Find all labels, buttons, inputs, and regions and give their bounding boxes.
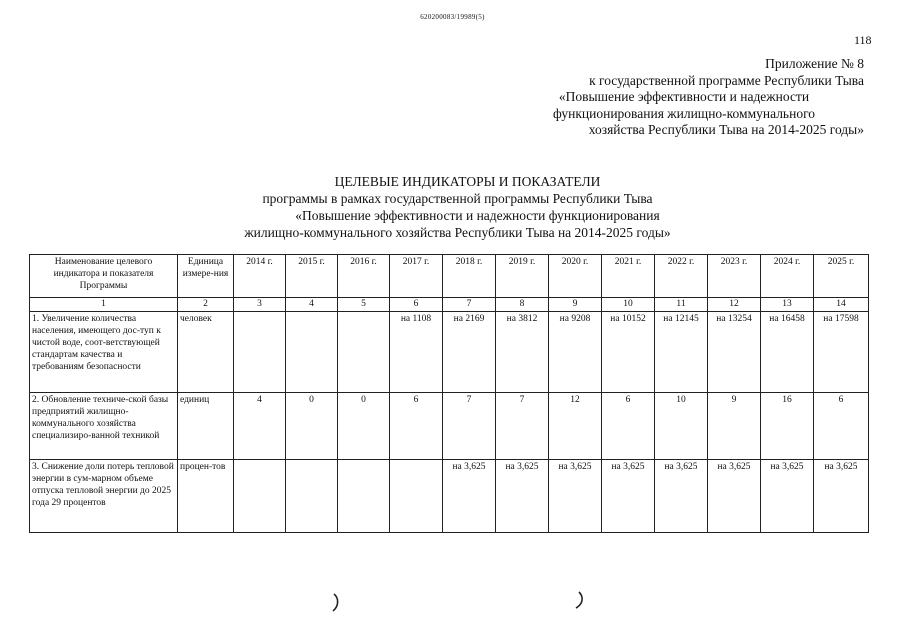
value-cell: 0 xyxy=(286,393,338,460)
value-cell: 16 xyxy=(761,393,814,460)
value-cell xyxy=(286,312,338,393)
value-cell: на 1108 xyxy=(390,312,443,393)
table-row xyxy=(30,312,869,393)
appendix-line: «Повышение эффективности и надежности xyxy=(558,89,810,104)
value-cell: 4 xyxy=(234,393,286,460)
value-cell: 0 xyxy=(338,393,390,460)
value-cell xyxy=(338,460,390,533)
column-number: 10 xyxy=(602,298,655,312)
header-cell: 2025 г. xyxy=(814,255,869,298)
value-cell: на 3,625 xyxy=(708,460,761,533)
header-cell: 2021 г. xyxy=(602,255,655,298)
value-cell: на 10152 xyxy=(602,312,655,393)
indicator-unit: единиц xyxy=(178,393,234,460)
header-cell: 2020 г. xyxy=(549,255,602,298)
value-cell: на 3,625 xyxy=(814,460,869,533)
header-cell: 2016 г. xyxy=(338,255,390,298)
column-number: 11 xyxy=(655,298,708,312)
value-cell: на 13254 xyxy=(708,312,761,393)
value-cell: на 3,625 xyxy=(761,460,814,533)
value-cell: 12 xyxy=(549,393,602,460)
pen-mark-left xyxy=(330,592,342,614)
value-cell xyxy=(390,460,443,533)
appendix-heading xyxy=(444,56,864,139)
column-number: 7 xyxy=(443,298,496,312)
value-cell: 6 xyxy=(390,393,443,460)
header-cell: Единица измере-ния xyxy=(178,255,234,298)
column-number: 14 xyxy=(814,298,869,312)
header-cell: 2017 г. xyxy=(390,255,443,298)
table-row xyxy=(30,460,869,533)
title-line: программы в рамках государственной программы Республики Тыва xyxy=(262,191,653,206)
column-number: 9 xyxy=(549,298,602,312)
appendix-line: Приложение № 8 xyxy=(765,56,864,71)
indicator-unit: человек xyxy=(178,312,234,393)
column-number: 2 xyxy=(178,298,234,312)
title-line: ЦЕЛЕВЫЕ ИНДИКАТОРЫ И ПОКАЗАТЕЛИ xyxy=(334,174,601,189)
indicator-name: 2. Обновление техниче-ской базы предприятий жилищно-коммунального хозяйства специализиро-ванной техникой xyxy=(30,393,178,460)
header-cell: 2015 г. xyxy=(286,255,338,298)
value-cell: 6 xyxy=(602,393,655,460)
title-line: жилищно-коммунального хозяйства Республики Тыва на 2014-2025 годы» xyxy=(244,225,671,240)
value-cell: 6 xyxy=(814,393,869,460)
column-number: 1 xyxy=(30,298,178,312)
table-header-row xyxy=(30,255,869,298)
column-number: 4 xyxy=(286,298,338,312)
value-cell: на 3,625 xyxy=(655,460,708,533)
value-cell: на 2169 xyxy=(443,312,496,393)
header-cell: 2023 г. xyxy=(708,255,761,298)
appendix-line: функционирования жилищно-коммунального xyxy=(552,105,816,121)
page-number: 118 xyxy=(854,33,872,47)
pen-mark-right xyxy=(574,590,586,612)
value-cell xyxy=(286,460,338,533)
column-number: 6 xyxy=(390,298,443,312)
header-cell: Наименование целевого индикатора и показателя Программы xyxy=(30,255,178,298)
value-cell: 7 xyxy=(443,393,496,460)
appendix-line: к государственной программе Республики Тыва xyxy=(589,72,864,88)
header-cell: 2019 г. xyxy=(496,255,549,298)
indicators-table xyxy=(29,254,869,533)
column-number: 8 xyxy=(496,298,549,312)
value-cell: на 3,625 xyxy=(549,460,602,533)
column-number-row xyxy=(30,298,869,312)
indicator-unit: процен-тов xyxy=(178,460,234,533)
column-number: 12 xyxy=(708,298,761,312)
table-row xyxy=(30,393,869,460)
value-cell xyxy=(338,312,390,393)
header-cell: 2024 г. xyxy=(761,255,814,298)
header-cell: 2018 г. xyxy=(443,255,496,298)
value-cell: на 3812 xyxy=(496,312,549,393)
header-cell: 2014 г. xyxy=(234,255,286,298)
value-cell: 9 xyxy=(708,393,761,460)
value-cell: на 9208 xyxy=(549,312,602,393)
value-cell: на 3,625 xyxy=(443,460,496,533)
value-cell xyxy=(234,312,286,393)
title-line: «Повышение эффективности и надежности функционирования xyxy=(295,208,660,223)
value-cell: на 16458 xyxy=(761,312,814,393)
value-cell xyxy=(234,460,286,533)
document-title xyxy=(0,173,905,241)
indicator-name: 1. Увеличение количества населения, имеющего дос-туп к чистой воде, соот-ветствующей стандартам качества и требованиям безопасности xyxy=(30,312,178,393)
value-cell: 10 xyxy=(655,393,708,460)
value-cell: на 12145 xyxy=(655,312,708,393)
value-cell: на 17598 xyxy=(814,312,869,393)
document-id: 620200083/19989(5) xyxy=(420,13,485,21)
indicator-name: 3. Снижение доли потерь тепловой энергии в сум-марном объеме отпуска тепловой энергии до 2025 года 29 процентов xyxy=(30,460,178,533)
appendix-line: хозяйства Республики Тыва на 2014-2025 годы» xyxy=(588,122,864,137)
value-cell: 7 xyxy=(496,393,549,460)
value-cell: на 3,625 xyxy=(496,460,549,533)
column-number: 5 xyxy=(338,298,390,312)
column-number: 3 xyxy=(234,298,286,312)
value-cell: на 3,625 xyxy=(602,460,655,533)
column-number: 13 xyxy=(761,298,814,312)
header-cell: 2022 г. xyxy=(655,255,708,298)
